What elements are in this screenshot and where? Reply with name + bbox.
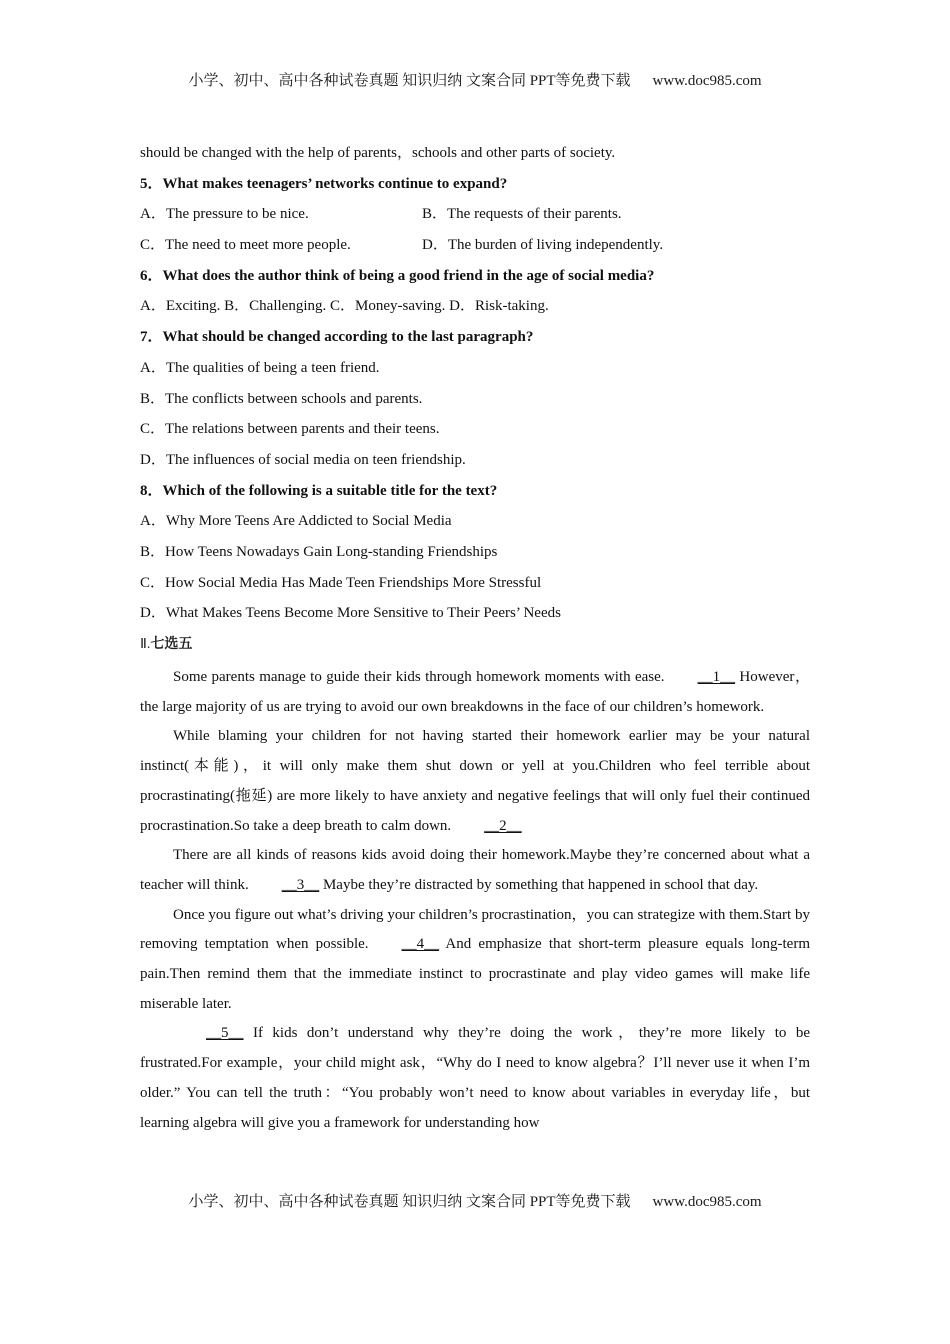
header-text: 小学、初中、高中各种试卷真题 知识归纳 文案合同 PPT等免费下载 xyxy=(188,73,631,89)
option-c xyxy=(140,418,810,449)
question-text: Which of the following is a suitable title for the text? xyxy=(162,482,498,499)
question-number: 7． xyxy=(140,329,163,346)
section-title: 七选五 xyxy=(150,636,193,652)
header-site-link[interactable]: www.doc985.com xyxy=(652,73,762,89)
blank-5: __5__ xyxy=(206,1025,244,1042)
option-a xyxy=(140,203,422,234)
option-d xyxy=(422,234,663,265)
passage-paragraph-4 xyxy=(140,901,810,1020)
option-text: The conflicts between schools and parents. xyxy=(165,390,423,407)
question-text: What should be changed according to the last paragraph? xyxy=(162,329,534,346)
option-text: The burden of living independently. xyxy=(447,237,664,254)
option-a xyxy=(140,357,810,388)
paragraph-text: Maybe they’re distracted by something that happened in school that day. xyxy=(319,876,759,893)
option-letter: D． xyxy=(422,237,448,254)
option-text: The need to meet more people. xyxy=(165,237,351,254)
option-text: How Social Media Has Made Teen Friendships More Stressful xyxy=(165,574,542,591)
option-letter: A． xyxy=(140,359,166,376)
option-text: The requests of their parents. xyxy=(447,206,622,223)
blank-1: __1__ xyxy=(697,669,736,685)
option-c xyxy=(140,234,422,265)
option-letter: D． xyxy=(140,605,166,622)
continuation-text: should be changed with the help of parents，schools and other parts of society. xyxy=(140,145,616,161)
option-letter: C． xyxy=(140,237,166,254)
option-text: Why More Teens Are Addicted to Social Media xyxy=(165,513,452,530)
page-footer xyxy=(0,1190,950,1211)
option-letter: B． xyxy=(422,206,448,223)
paragraph-text: There are all kinds of reasons kids avoid doing their homework.Maybe they’re concerned about what a teacher will think. xyxy=(140,847,810,893)
document-body xyxy=(140,142,810,1138)
passage-paragraph-2 xyxy=(140,722,810,841)
option-text: How Teens Nowadays Gain Long-standing Friendships xyxy=(165,543,498,560)
paragraph-text: While blaming your children for not having started their homework earlier may be your natural instinct(本能)，it will only make them shut down or yell at you.Children who feel terrible about procrastinating(拖延) are more likely to have anxiety and negative feelings that will only fuel their continued procrastination.So take a deep breath to calm down. xyxy=(140,728,810,834)
section-heading xyxy=(140,633,810,663)
page-header xyxy=(0,69,950,90)
option-text: The relations between parents and their teens. xyxy=(165,421,440,438)
question-8 xyxy=(140,480,810,511)
option-text: The influences of social media on teen friendship. xyxy=(165,451,466,468)
question-number: 5． xyxy=(140,175,163,192)
option-text: What Makes Teens Become More Sensitive to Their Peers’ Needs xyxy=(165,605,561,622)
question-number: 8． xyxy=(140,482,163,499)
option-text: The pressure to be nice. xyxy=(165,206,309,223)
option-c xyxy=(140,572,810,603)
option-letter: C． xyxy=(140,421,166,438)
question-number: 6． xyxy=(140,267,163,284)
option-text: The qualities of being a teen friend. xyxy=(165,359,380,376)
option-letter: B． xyxy=(140,543,166,560)
option-letter: D． xyxy=(140,451,166,468)
option-b xyxy=(140,541,810,572)
footer-text: 小学、初中、高中各种试卷真题 知识归纳 文案合同 PPT等免费下载 xyxy=(188,1194,631,1210)
question-text: What makes teenagers’ networks continue to expand? xyxy=(162,175,508,192)
passage-paragraph-3 xyxy=(140,841,810,900)
option-letter: C． xyxy=(140,574,166,591)
options-row xyxy=(140,234,810,265)
passage-paragraph-1 xyxy=(140,663,810,722)
option-b xyxy=(140,388,810,419)
option-letter: B． xyxy=(140,390,166,407)
option-d xyxy=(140,449,810,480)
question-7 xyxy=(140,326,810,357)
footer-site-link[interactable]: www.doc985.com xyxy=(652,1194,762,1210)
option-letter: A． xyxy=(140,206,166,223)
blank-2: __2__ xyxy=(484,817,522,834)
paragraph-text: Once you figure out what’s driving your children’s procrastination，you can strategize with them.Start by removing temptation when possible. xyxy=(140,906,810,953)
question-6 xyxy=(140,265,810,296)
option-d xyxy=(140,602,810,633)
blank-4: __4__ xyxy=(401,936,440,953)
option-letter: A． xyxy=(140,513,166,530)
option-a xyxy=(140,510,810,541)
option-b xyxy=(422,203,622,234)
section-number: Ⅱ. xyxy=(140,637,151,652)
paragraph-text: Some parents manage to guide their kids through homework moments with ease. xyxy=(173,669,665,685)
paragraph-text: However，the large majority of us are trying to avoid our own breakdowns in the face of our children’s homework. xyxy=(140,669,810,715)
blank-3: __3__ xyxy=(281,876,320,893)
passage-paragraph-5 xyxy=(140,1019,810,1138)
options-row xyxy=(140,203,810,234)
options-inline: A．Exciting. B．Challenging. C．Money-saving. D．Risk-taking. xyxy=(140,298,549,315)
paragraph-text: And emphasize that short-term pleasure equals long-term pain.Then remind them that the immediate instinct to procrastinate and play video games will make life miserable later. xyxy=(140,936,810,1012)
question-5 xyxy=(140,173,810,204)
paragraph-text: If kids don’t understand why they’re doing the work，they’re more likely to be frustrated.For example，your child might ask，“Why do I need to know algebra？I’ll never use it when I’m older.” You can tell the truth：“You probably won’t need to know about variables in everyday life，but learning algebra will give you a framework for understanding how xyxy=(140,1025,810,1131)
question-text: What does the author think of being a good friend in the age of social media? xyxy=(162,267,655,284)
